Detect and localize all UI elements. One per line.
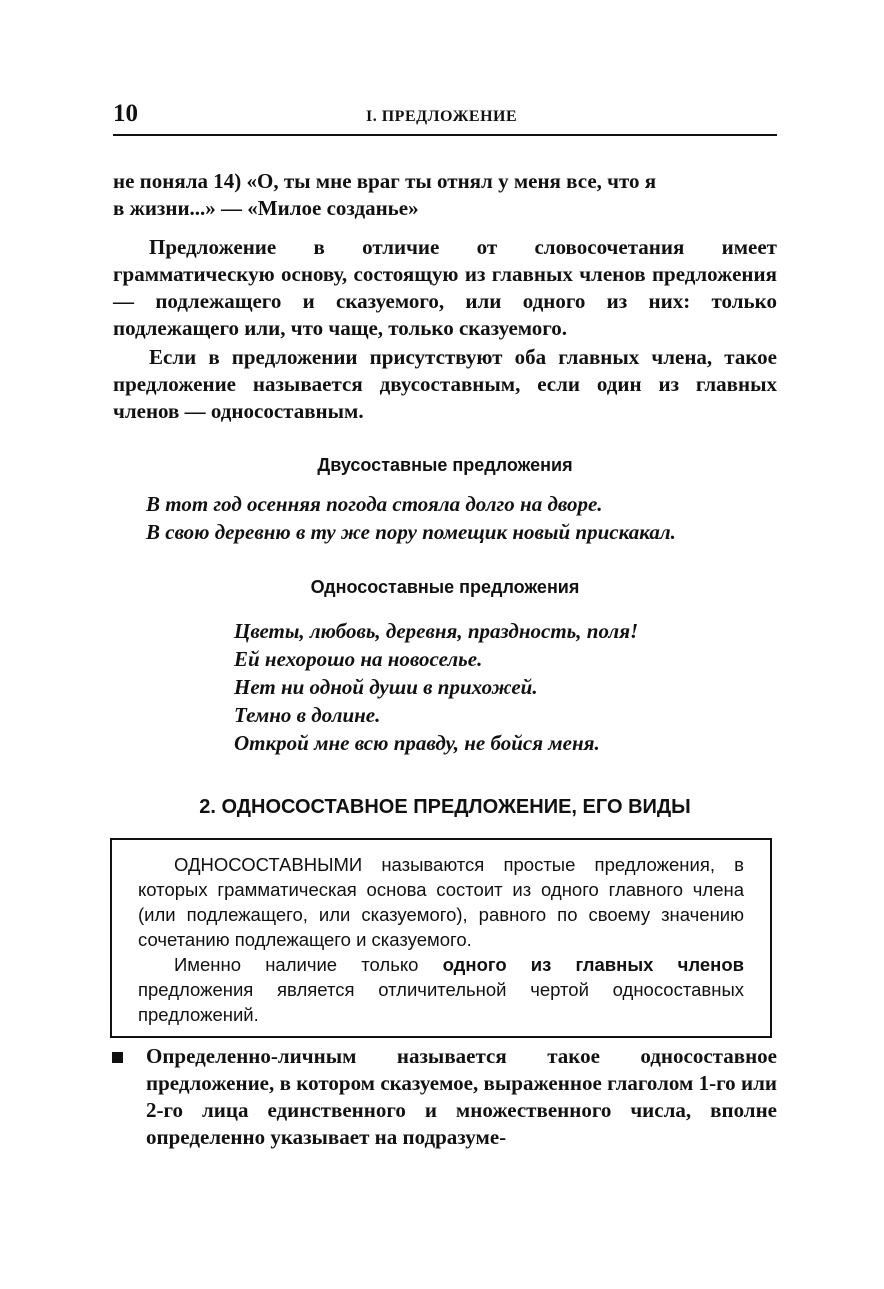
example-line: Цветы, любовь, деревня, праздность, поля! [234, 619, 639, 643]
page-number: 10 [113, 100, 138, 127]
example-line: Ей нехорошо на новоселье. [234, 647, 483, 671]
definition-paragraph-2 [138, 952, 744, 1027]
intro-line-2: в жизни...» — «Милое созданье» [113, 196, 419, 220]
term-definite-personal: Определенно-личным [146, 1044, 357, 1068]
para1-text-b: — подлежащего и сказуемого, или одного из них: только подлежащего или, что чаще, только сказуемого. [113, 289, 777, 340]
example-line: Темно в долине. [234, 703, 381, 727]
para1-text-a: в отличие от словосочетания имеет грамматическую основу, состоящую из [113, 235, 777, 286]
intro-line-1: не поняла 14) «О, ты мне враг ты отнял у меня все, что я [113, 169, 657, 193]
bullet-square-icon [112, 1052, 123, 1063]
one-part-heading: Односоставные предложения [310, 577, 580, 597]
example-line: Нет ни одной души в прихожей. [234, 675, 538, 699]
one-part-examples [234, 617, 638, 757]
definition-paragraph-1: ОДНОСОСТАВНЫМИ называются простые предложения, в которых грамматическая основа состоит из одного главного члена (или подлежащего, или сказуемого), равного по своему значению сочетанию подлежащего и сказуемого. [138, 854, 744, 950]
bullet-text: называется такое односоставное предложение, в котором сказуемое, выраженное глаголом 1-го или 2-го лица единственного и множественного числа, вполне определенно указывает на подразуме- [146, 1044, 777, 1149]
definition-box [110, 838, 772, 1038]
definition-text-a: Именно наличие только [174, 954, 443, 975]
term-predlozhenie: Предложение [149, 235, 277, 259]
paragraph-1 [113, 234, 777, 342]
para2-text-a: Если в предложении присутствуют оба главных члена, такое предложение называется [113, 345, 777, 396]
two-part-examples [146, 490, 676, 546]
term-two-part: двусоставным, [379, 372, 521, 396]
section-heading: 2. ОДНОСОСТАВНОЕ ПРЕДЛОЖЕНИЕ, ЕГО ВИДЫ [199, 796, 691, 818]
definition-text-b: предложения является отличительной чертой односоставных предложений. [138, 979, 744, 1025]
example-line: Открой мне всю правду, не бойся меня. [234, 731, 600, 755]
header-rule [113, 134, 777, 136]
running-title: I. ПРЕДЛОЖЕНИЕ [366, 108, 518, 125]
term-one-part: односоставным. [210, 399, 364, 423]
paragraph-2 [113, 344, 777, 425]
intro-text [113, 168, 777, 222]
two-part-heading: Двусоставные предложения [317, 455, 573, 475]
example-line: В тот год осенняя погода стояла долго на дворе. [146, 492, 603, 516]
example-line: В свою деревню в ту же пору помещик новый прискакал. [146, 520, 676, 544]
definition-bold: одного из главных членов [442, 954, 744, 975]
bullet-paragraph [146, 1043, 777, 1151]
term-main-members: главных членов предложения [491, 262, 777, 286]
para2-text-b: если один из главных членов — [113, 372, 777, 423]
